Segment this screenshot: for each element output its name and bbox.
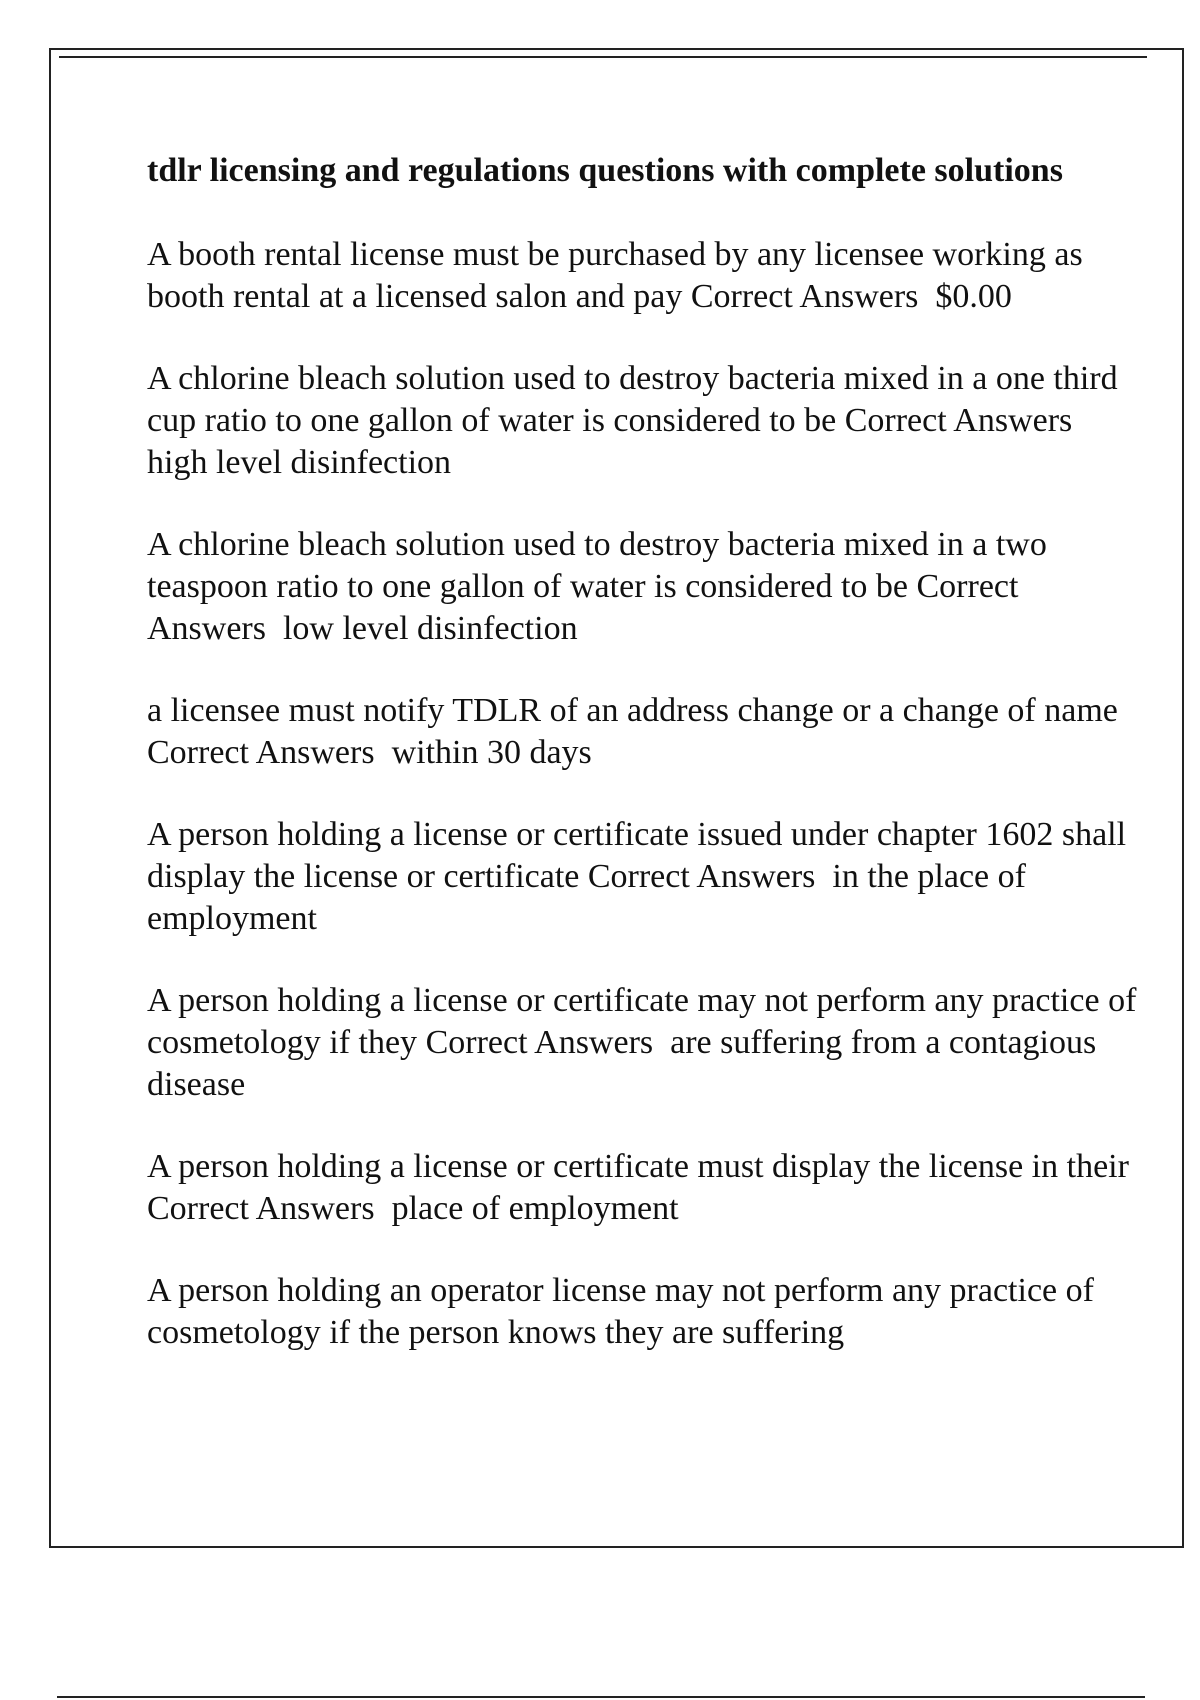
question-text: a licensee must notify TDLR of an address change or a change of name [147, 692, 1118, 729]
question-text: A person holding a license or certificate may not perform any practice of cosmetology if they [147, 982, 1137, 1061]
answer-label: Correct Answers [147, 568, 1019, 647]
answer-text: low level disinfection [282, 610, 578, 647]
question-text: A booth rental license must be purchased by any licensee working as booth rental at a licensed salon and pay [147, 236, 1083, 315]
document-body [147, 150, 1137, 1394]
question-text: A person holding a license or certificate issued under chapter 1602 shall display the license or certificate [147, 816, 1127, 895]
answer-label: Correct Answers [425, 1024, 654, 1061]
bottom-rule [57, 1696, 1145, 1698]
document-title: tdlr licensing and regulations questions with complete solutions [147, 152, 1063, 189]
qa-item [147, 1146, 1137, 1230]
answer-text: high level disinfection [147, 444, 452, 481]
qa-item [147, 1270, 1137, 1354]
qa-item [147, 524, 1137, 650]
qa-item [147, 814, 1137, 940]
answer-text: in the place of employment [147, 858, 1026, 937]
answer-label: Correct Answers [690, 278, 919, 315]
qa-item [147, 358, 1137, 484]
question-text: A person holding an operator license may not perform any practice of cosmetology if the person knows they are suffering [147, 1272, 1094, 1351]
answer-label: Correct Answers [147, 1190, 375, 1227]
question-text: A chlorine bleach solution used to destroy bacteria mixed in a two teaspoon ratio to one gallon of water is considered to be [147, 526, 1047, 605]
answer-text: $0.00 [935, 278, 1012, 315]
question-text: A person holding a license or certificate must display the license in their [147, 1148, 1129, 1185]
answer-label: Correct Answers [844, 402, 1073, 439]
qa-item [147, 690, 1137, 774]
answer-label: Correct Answers [147, 734, 375, 771]
qa-item [147, 234, 1137, 318]
page-frame [49, 48, 1184, 1548]
question-text: A chlorine bleach solution used to destroy bacteria mixed in a one third cup ratio to one gallon of water is considered to be [147, 360, 1118, 439]
top-rule [59, 56, 1147, 58]
answer-text: within 30 days [391, 734, 592, 771]
answer-label: Correct Answers [587, 858, 816, 895]
answer-text: place of employment [391, 1190, 679, 1227]
qa-item [147, 980, 1137, 1106]
answer-text: are suffering from a contagious disease [147, 1024, 1097, 1103]
